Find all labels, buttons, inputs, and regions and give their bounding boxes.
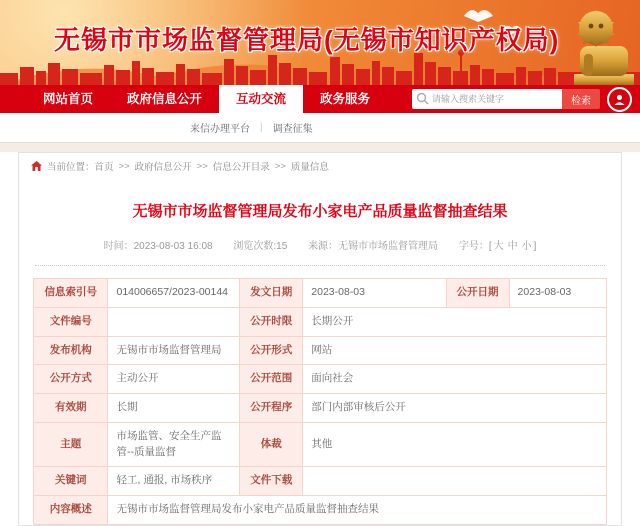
info-table-field-value: 2023-08-03 xyxy=(509,279,606,308)
table-row xyxy=(34,394,607,423)
info-table-field-value: 其他 xyxy=(303,422,607,467)
info-table-field-value: 2023-08-03 xyxy=(303,279,446,308)
meta-time-label: 时间： xyxy=(103,241,134,252)
table-row xyxy=(34,336,607,365)
search-input[interactable] xyxy=(412,89,562,109)
meta-source xyxy=(308,241,438,252)
table-row xyxy=(34,365,607,394)
meta-views-value: 15 xyxy=(276,241,288,252)
article xyxy=(19,177,621,525)
info-table-field-label: 主题 xyxy=(34,422,108,467)
info-table-field-value xyxy=(303,467,607,496)
sub-nav xyxy=(0,113,640,143)
search-box xyxy=(412,89,562,109)
fontsize-option-small[interactable]: 小 xyxy=(521,241,532,252)
info-table-field-value: 轻工, 通报, 市场秩序 xyxy=(108,467,240,496)
fontsize-bracket-close: ] xyxy=(533,241,537,252)
breadcrumb-item-home[interactable]: 首页 xyxy=(94,162,114,173)
info-table-field-label: 公开时限 xyxy=(240,307,303,336)
breadcrumb-separator: >> xyxy=(118,160,130,172)
info-table-field-value: 部门内部审核后公开 xyxy=(303,394,607,423)
breadcrumb-item-directory[interactable]: 信息公开目录 xyxy=(212,162,270,173)
main-nav xyxy=(0,85,640,113)
info-table-field-label: 发布机构 xyxy=(34,336,108,365)
info-table-field-label: 关键词 xyxy=(34,467,108,496)
breadcrumb-label: 当前位置： xyxy=(47,162,95,173)
info-table-field-label: 公开范围 xyxy=(240,365,303,394)
meta-views-label: 浏览次数: xyxy=(233,241,277,252)
info-table-field-label: 公开程序 xyxy=(240,394,303,423)
search-button[interactable]: 检索 xyxy=(562,89,600,109)
subnav-item-letters[interactable]: 来信办理平台 xyxy=(190,124,250,135)
user-icon[interactable] xyxy=(607,87,632,112)
info-table-field-value: 网站 xyxy=(303,336,607,365)
meta-time xyxy=(104,241,213,252)
table-row xyxy=(34,279,607,308)
search-icon xyxy=(416,92,429,105)
meta-source-value: 无锡市市场监督管理局 xyxy=(338,241,439,252)
breadcrumb-item-quality[interactable]: 质量信息 xyxy=(290,162,329,173)
info-table-field-label: 公开形式 xyxy=(240,336,303,365)
table-row xyxy=(34,307,607,336)
nav-item-home[interactable]: 网站首页 xyxy=(43,92,94,106)
dotted-separator xyxy=(35,265,605,266)
info-table-field-label: 内容概述 xyxy=(34,496,108,525)
fontsize-bracket-open: [ xyxy=(488,241,492,252)
table-row xyxy=(34,496,607,525)
meta-views xyxy=(233,241,287,252)
info-table xyxy=(33,278,607,525)
fontsize-option-medium[interactable]: 中 xyxy=(507,241,518,252)
info-table-field-value: 014006657/2023-00144 xyxy=(108,279,240,308)
search-area xyxy=(412,85,640,113)
info-table-field-label: 文件编号 xyxy=(34,307,108,336)
site-title: 无锡市市场监督管理局(无锡市知识产权局) xyxy=(54,25,560,55)
nav-item-interaction[interactable]: 互动交流 xyxy=(219,85,303,113)
info-table-field-value xyxy=(108,307,240,336)
article-title: 无锡市市场监督管理局发布小家电产品质量监督抽查结果 xyxy=(132,203,508,220)
info-table-field-value: 无锡市市场监督管理局 xyxy=(108,336,240,365)
table-row xyxy=(34,467,607,496)
breadcrumb-separator: >> xyxy=(274,160,286,172)
info-table-field-value: 长期公开 xyxy=(303,307,607,336)
info-table-field-value: 长期 xyxy=(108,394,240,423)
nav-items xyxy=(0,85,387,113)
breadcrumb xyxy=(19,153,621,177)
site-banner xyxy=(0,0,640,85)
subnav-item-surveys[interactable]: 调查征集 xyxy=(272,124,313,135)
info-table-field-label: 体裁 xyxy=(240,422,303,467)
meta-time-value: 2023-08-03 16:08 xyxy=(133,241,213,252)
subnav-separator: | xyxy=(260,122,263,133)
meta-fontsize xyxy=(459,241,537,252)
info-table-field-value: 市场监管、安全生产监管--质量监督 xyxy=(108,422,240,467)
fontsize-option-large[interactable]: 大 xyxy=(493,241,504,252)
info-table-field-label: 有效期 xyxy=(34,394,108,423)
info-table-field-value: 无锡市市场监督管理局发布小家电产品质量监督抽查结果 xyxy=(108,496,607,525)
breadcrumb-item-gov-info[interactable]: 政府信息公开 xyxy=(134,162,192,173)
article-meta xyxy=(33,237,607,252)
meta-fontsize-label: 字号： xyxy=(458,241,489,252)
meta-source-label: 来源： xyxy=(308,241,339,252)
info-table-field-value: 主动公开 xyxy=(108,365,240,394)
page-band xyxy=(0,143,640,152)
info-table-field-label: 文件下载 xyxy=(240,467,303,496)
content-box xyxy=(18,152,622,526)
table-row xyxy=(34,422,607,467)
info-table-field-label: 信息索引号 xyxy=(34,279,108,308)
info-table-field-label: 公开日期 xyxy=(446,279,509,308)
breadcrumb-separator: >> xyxy=(196,160,208,172)
nav-item-services[interactable]: 政务服务 xyxy=(320,92,371,106)
info-table-field-value: 面向社会 xyxy=(303,365,607,394)
info-table-body xyxy=(34,279,607,525)
nav-item-gov-info[interactable]: 政府信息公开 xyxy=(127,92,203,106)
info-table-field-label: 发文日期 xyxy=(240,279,303,308)
lion-statue-graphic xyxy=(566,2,640,85)
home-icon xyxy=(31,161,42,171)
info-table-field-label: 公开方式 xyxy=(34,365,108,394)
